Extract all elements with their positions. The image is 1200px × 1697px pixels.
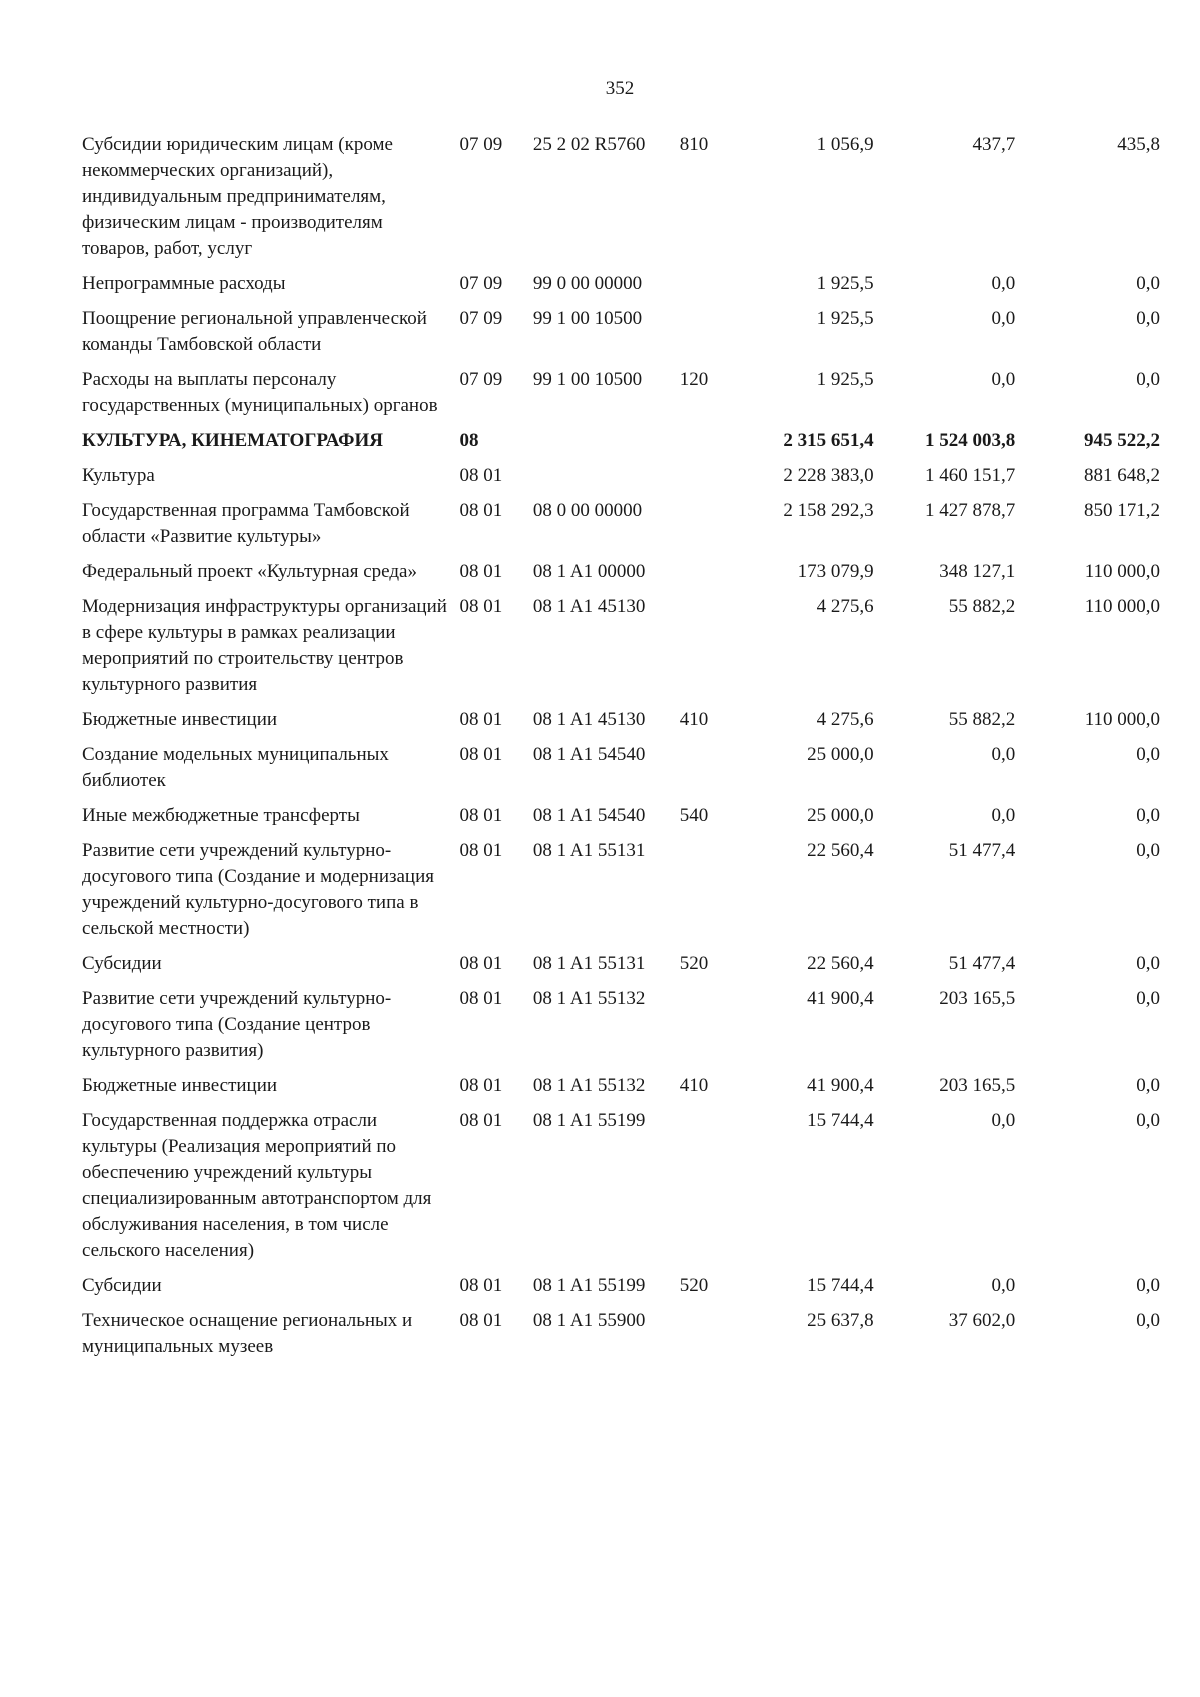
expense-type-code [680, 306, 738, 367]
expense-type-code: 410 [679, 709, 709, 730]
amount-year-1: 1 056,9 [816, 134, 874, 155]
amount-year-2: 1 427 878,7 [924, 500, 1016, 521]
table-row [82, 803, 1160, 838]
amount-year-3: 881 648,2 [1084, 465, 1160, 486]
table-row [82, 1073, 1160, 1108]
expense-name: Развитие сети учреждений культурно-досугового типа (Создание и модернизация учреждений культурно-досугового типа в сельской местности) [82, 840, 435, 939]
table-row [82, 306, 1160, 367]
target-article-code: 08 1 A1 54540 [532, 744, 646, 765]
amount-year-1: 22 560,4 [807, 953, 874, 974]
amount-year-2: 348 127,1 [939, 561, 1016, 582]
target-article-code: 08 1 A1 55199 [532, 1275, 646, 1296]
section-code: 08 01 [459, 1310, 503, 1331]
expense-type-code [680, 594, 738, 707]
amount-year-1: 173 079,9 [797, 561, 874, 582]
target-article-code: 99 1 00 10500 [532, 369, 643, 390]
section-code: 08 01 [459, 465, 503, 486]
section-code: 08 01 [459, 709, 503, 730]
amount-year-3: 0,0 [1136, 1110, 1160, 1131]
amount-year-3: 0,0 [1136, 1310, 1160, 1331]
target-article-code: 08 1 A1 55900 [532, 1310, 646, 1331]
amount-year-1: 22 560,4 [807, 840, 874, 861]
amount-year-3: 0,0 [1136, 1275, 1160, 1296]
expense-type-code: 120 [679, 369, 709, 390]
amount-year-3: 0,0 [1136, 369, 1160, 390]
section-code: 08 01 [459, 744, 503, 765]
table-row [82, 271, 1160, 306]
amount-year-2: 203 165,5 [939, 1075, 1016, 1096]
target-article-code: 08 1 A1 00000 [532, 561, 646, 582]
target-article-code [533, 428, 680, 463]
section-code: 08 01 [459, 561, 503, 582]
table-row [82, 986, 1160, 1073]
budget-table [82, 132, 1160, 1369]
target-article-code: 25 2 02 R5760 [532, 134, 646, 155]
expense-name: КУЛЬТУРА, КИНЕМАТОГРАФИЯ [82, 430, 383, 451]
table-row [82, 1273, 1160, 1308]
expense-type-code: 520 [679, 1275, 709, 1296]
amount-year-3: 0,0 [1136, 273, 1160, 294]
amount-year-2: 1 524 003,8 [924, 430, 1016, 451]
expense-name: Субсидии [82, 953, 162, 974]
table-row [82, 367, 1160, 428]
amount-year-1: 2 228 383,0 [783, 465, 874, 486]
amount-year-2: 0,0 [991, 805, 1016, 826]
table-row [82, 594, 1160, 707]
target-article-code: 08 1 A1 55131 [532, 953, 646, 974]
target-article-code: 08 1 A1 55132 [532, 988, 646, 1009]
amount-year-2: 51 477,4 [948, 840, 1016, 861]
expense-name: Культура [82, 465, 155, 486]
table-row [82, 838, 1160, 951]
expense-name: Субсидии юридическим лицам (кроме некоммерческих организаций), индивидуальным предпринимателям, физическим лицам - производителям товаров, работ, услуг [82, 134, 393, 259]
amount-year-2: 437,7 [972, 134, 1016, 155]
target-article-code: 08 1 A1 55132 [532, 1075, 646, 1096]
amount-year-3: 0,0 [1136, 840, 1160, 861]
amount-year-2: 55 882,2 [948, 709, 1016, 730]
amount-year-2: 1 460 151,7 [924, 465, 1016, 486]
amount-year-1: 25 637,8 [807, 1310, 874, 1331]
amount-year-2: 0,0 [991, 273, 1016, 294]
amount-year-2: 0,0 [991, 369, 1016, 390]
amount-year-2: 0,0 [991, 308, 1016, 329]
amount-year-3: 110 000,0 [1084, 561, 1160, 582]
target-article-code: 08 1 A1 55131 [532, 840, 646, 861]
amount-year-3: 0,0 [1136, 308, 1160, 329]
expense-name: Расходы на выплаты персоналу государственных (муниципальных) органов [82, 369, 438, 416]
table-row [82, 707, 1160, 742]
table-row [82, 498, 1160, 559]
amount-year-2: 51 477,4 [948, 953, 1016, 974]
amount-year-1: 1 925,5 [816, 369, 874, 390]
amount-year-1: 25 000,0 [807, 805, 874, 826]
amount-year-1: 1 925,5 [816, 273, 874, 294]
amount-year-3: 0,0 [1136, 744, 1160, 765]
section-code: 08 01 [459, 500, 503, 521]
expense-type-code: 810 [679, 134, 709, 155]
section-code: 08 [459, 430, 479, 451]
target-article-code: 08 1 A1 45130 [532, 709, 646, 730]
section-code: 08 01 [459, 1275, 503, 1296]
expense-name: Развитие сети учреждений культурно-досугового типа (Создание центров культурного развития) [82, 988, 392, 1061]
expense-type-code [680, 1308, 738, 1369]
amount-year-3: 850 171,2 [1084, 500, 1160, 521]
table-row [82, 951, 1160, 986]
amount-year-2: 37 602,0 [948, 1310, 1016, 1331]
amount-year-3: 0,0 [1136, 988, 1160, 1009]
expense-type-code: 520 [679, 953, 709, 974]
expense-name: Государственная программа Тамбовской области «Развитие культуры» [82, 500, 410, 547]
table-row [82, 132, 1160, 271]
expense-name: Федеральный проект «Культурная среда» [82, 561, 417, 582]
table-row [82, 559, 1160, 594]
expense-name: Поощрение региональной управленческой команды Тамбовской области [82, 308, 427, 355]
section-code: 08 01 [459, 988, 503, 1009]
section-code: 08 01 [459, 840, 503, 861]
amount-year-1: 2 158 292,3 [783, 500, 874, 521]
amount-year-1: 4 275,6 [816, 709, 874, 730]
page-number: 352 [605, 78, 635, 99]
target-article-code: 08 0 00 00000 [532, 500, 643, 521]
amount-year-3: 0,0 [1136, 953, 1160, 974]
table-row [82, 1308, 1160, 1369]
section-code: 08 01 [459, 805, 503, 826]
expense-name: Государственная поддержка отрасли культуры (Реализация мероприятий по обеспечению учреждений культуры специализированным автотранспортом для обслуживания населения, в том числе сельского населения) [82, 1110, 432, 1261]
expense-name: Техническое оснащение региональных и муниципальных музеев [82, 1310, 413, 1357]
amount-year-3: 0,0 [1136, 1075, 1160, 1096]
section-code: 07 09 [459, 134, 503, 155]
amount-year-1: 4 275,6 [816, 596, 874, 617]
expense-name: Бюджетные инвестиции [82, 1075, 278, 1096]
amount-year-1: 15 744,4 [807, 1110, 874, 1131]
expense-name: Бюджетные инвестиции [82, 709, 278, 730]
expense-type-code [680, 838, 738, 951]
section-code: 08 01 [459, 596, 503, 617]
expense-type-code [680, 463, 738, 498]
table-row [82, 463, 1160, 498]
table-row [82, 742, 1160, 803]
target-article-code: 08 1 A1 54540 [532, 805, 646, 826]
amount-year-1: 41 900,4 [807, 1075, 874, 1096]
amount-year-2: 203 165,5 [939, 988, 1016, 1009]
section-code: 07 09 [459, 273, 503, 294]
expense-type-code [680, 428, 738, 463]
amount-year-1: 2 315 651,4 [783, 430, 874, 451]
table-row [82, 1108, 1160, 1273]
expense-name: Создание модельных муниципальных библиотек [82, 744, 389, 791]
table-row [82, 428, 1160, 463]
section-code: 08 01 [459, 1110, 503, 1131]
amount-year-2: 0,0 [991, 744, 1016, 765]
expense-type-code [680, 559, 738, 594]
expense-type-code [680, 271, 738, 306]
expense-name: Непрограммные расходы [82, 273, 286, 294]
expense-type-code [680, 742, 738, 803]
amount-year-1: 25 000,0 [807, 744, 874, 765]
target-article-code [533, 463, 680, 498]
amount-year-2: 55 882,2 [948, 596, 1016, 617]
expense-name: Субсидии [82, 1275, 162, 1296]
amount-year-2: 0,0 [991, 1275, 1016, 1296]
amount-year-3: 110 000,0 [1084, 596, 1160, 617]
expense-name: Модернизация инфраструктуры организаций в сфере культуры в рамках реализации мероприятий по строительству центров культурного развития [82, 596, 447, 695]
expense-type-code [680, 498, 738, 559]
amount-year-3: 110 000,0 [1084, 709, 1160, 730]
amount-year-1: 41 900,4 [807, 988, 874, 1009]
expense-type-code [680, 1108, 738, 1273]
section-code: 08 01 [459, 1075, 503, 1096]
section-code: 08 01 [459, 953, 503, 974]
expense-name: Иные межбюджетные трансферты [82, 805, 360, 826]
amount-year-1: 15 744,4 [807, 1275, 874, 1296]
expense-type-code: 410 [679, 1075, 709, 1096]
target-article-code: 99 1 00 10500 [532, 308, 643, 329]
amount-year-3: 0,0 [1136, 805, 1160, 826]
target-article-code: 08 1 A1 55199 [532, 1110, 646, 1131]
target-article-code: 08 1 A1 45130 [532, 596, 646, 617]
table-body [82, 132, 1160, 1369]
expense-type-code: 540 [679, 805, 709, 826]
amount-year-3: 435,8 [1117, 134, 1160, 155]
amount-year-1: 1 925,5 [816, 308, 874, 329]
section-code: 07 09 [459, 369, 503, 390]
amount-year-3: 945 522,2 [1084, 430, 1160, 451]
amount-year-2: 0,0 [991, 1110, 1016, 1131]
target-article-code: 99 0 00 00000 [532, 273, 643, 294]
expense-type-code [680, 986, 738, 1073]
section-code: 07 09 [459, 308, 503, 329]
